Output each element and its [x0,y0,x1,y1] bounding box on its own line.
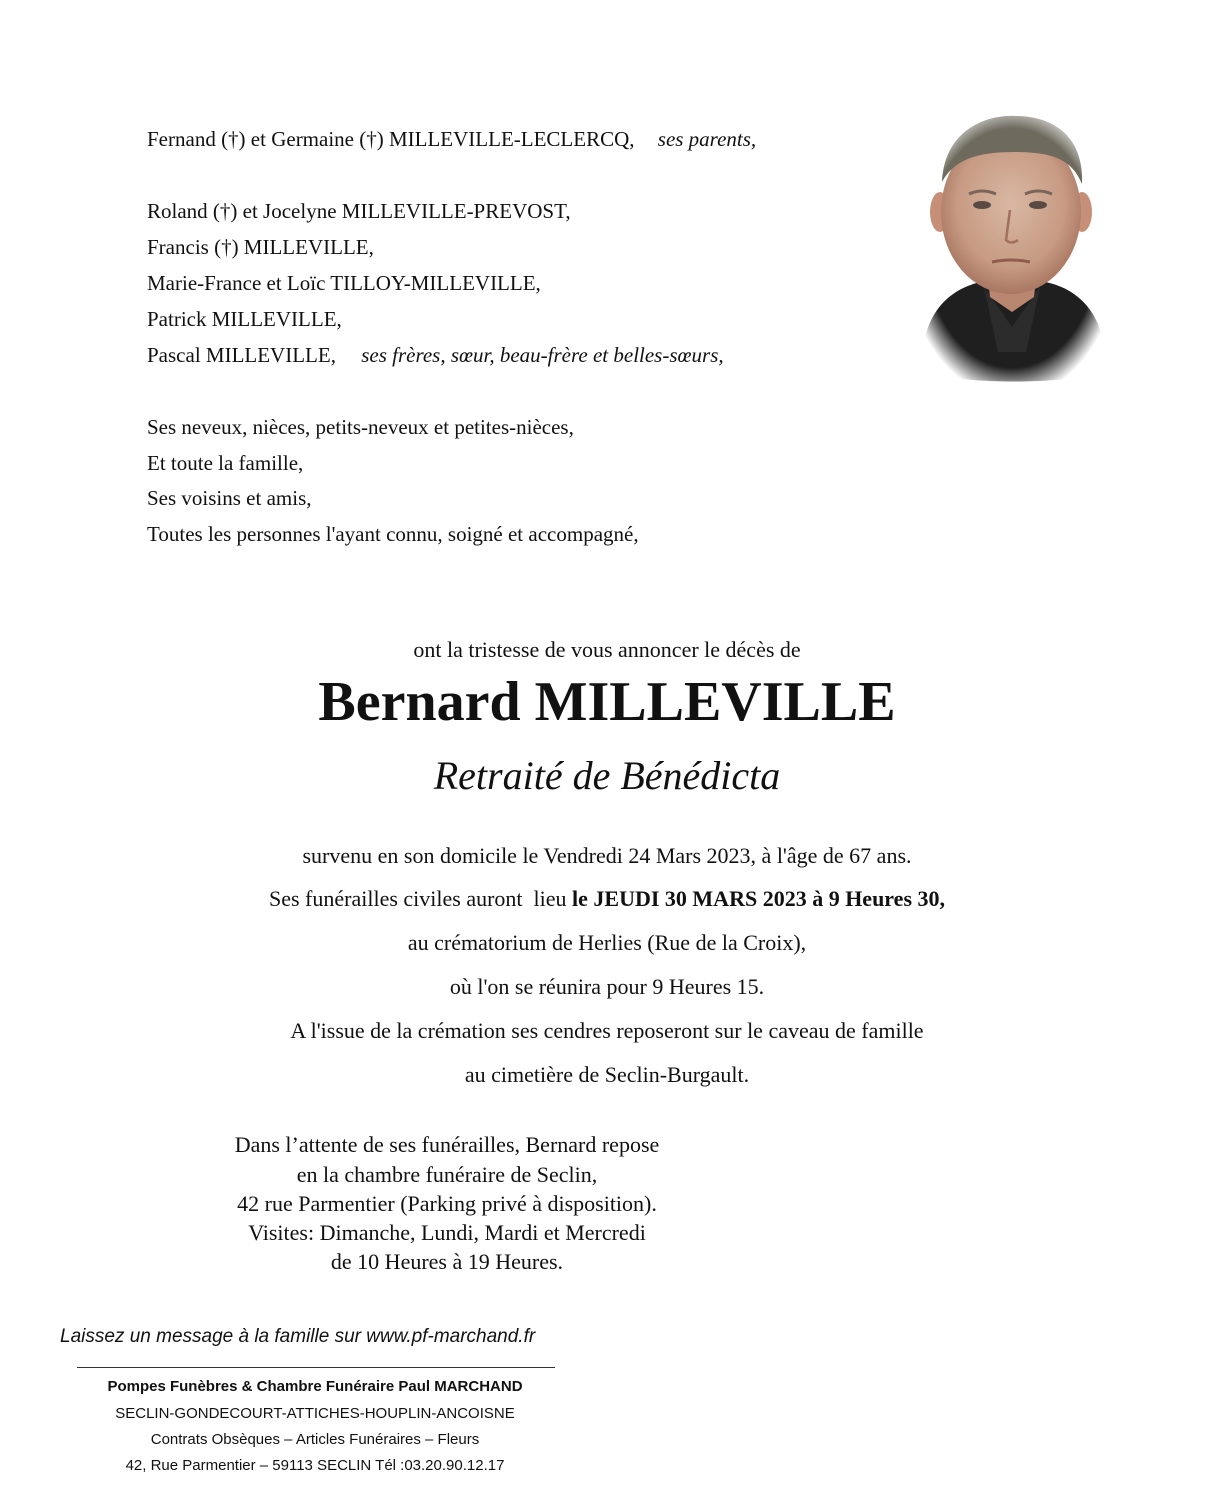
death-line: survenu en son domicile le Vendredi 24 Mars 2023, à l'âge de 67 ans. [302,843,912,868]
sibling-line: Roland (†) et Jocelyne MILLEVILLE-PREVOST, [147,199,571,223]
footer-towns: SECLIN-GONDECOURT-ATTICHES-HOUPLIN-ANCOISNE [115,1405,515,1422]
funeral-prefix: Ses funérailles civiles auront lieu [269,886,573,911]
last-sibling-name: Pascal MILLEVILLE, [147,343,336,367]
sibling-line: Marie-France et Loïc TILLOY-MILLEVILLE, [147,271,541,295]
ashes-line-1: A l'issue de la crémation ses cendres reposeront sur le caveau de famille [290,1018,924,1043]
gathering-time: où l'on se réunira pour 9 Heures 15. [449,974,765,999]
footer-company: Pompes Funèbres & Chambre Funéraire Paul MARCHAND [107,1378,523,1395]
portrait-photo [914,112,1110,384]
deceased-name: Bernard MILLEVILLE [318,671,896,733]
ashes-line-2: au cimetière de Seclin-Burgault. [464,1062,750,1087]
others-line: Et toute la famille, [147,451,304,475]
footer-address: 42, Rue Parmentier – 59113 SECLIN Tél :03.20.90.12.17 [125,1457,505,1474]
repose-line: de 10 Heures à 19 Heures. [330,1249,564,1274]
funeral-date: le JEUDI 30 MARS 2023 à 9 Heures 30, [572,886,945,911]
sibling-line: Francis (†) MILLEVILLE, [147,235,374,259]
footer-services: Contrats Obsèques – Articles Funéraires – Fleurs [150,1431,480,1448]
repose-line: 42 rue Parmentier (Parking privé à disposition). [237,1191,657,1216]
others-line: Ses neveux, nièces, petits-neveux et petites-nièces, [147,415,574,439]
occupation: Retraité de Bénédicta [433,753,781,798]
funeral-location: au crématorium de Herlies (Rue de la Croix), [407,930,807,955]
parents-relation: ses parents, [657,127,757,151]
parents-line [147,127,756,152]
repose-line: Dans l’attente de ses funérailles, Bernard repose [234,1132,660,1157]
message-link[interactable]: Laissez un message à la famille sur www.pf-marchand.fr [60,1326,536,1347]
announcement-intro: ont la tristesse de vous annoncer le décès de [413,637,801,662]
others-line: Toutes les personnes l'ayant connu, soigné et accompagné, [147,522,639,546]
repose-line: Visites: Dimanche, Lundi, Mardi et Mercredi [248,1220,646,1245]
sibling-line: Patrick MILLEVILLE, [147,307,342,331]
siblings-relation: ses frères, sœur, beau-frère et belles-sœurs, [361,343,724,367]
repose-line: en la chambre funéraire de Seclin, [296,1162,598,1187]
footer-divider [77,1367,555,1368]
last-sibling-line [147,343,724,368]
funeral-line [0,886,1214,912]
parents-names: Fernand (†) et Germaine (†) MILLEVILLE-LECLERCQ, [147,127,635,151]
others-line: Ses voisins et amis, [147,486,312,510]
